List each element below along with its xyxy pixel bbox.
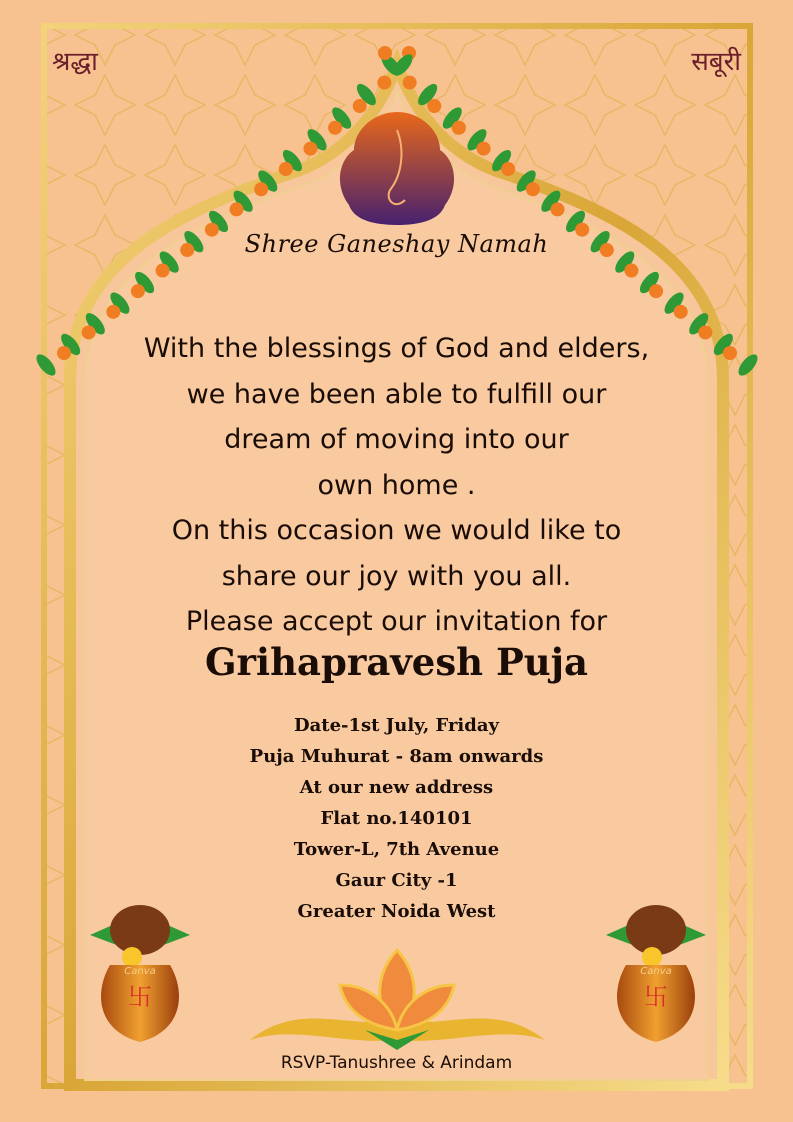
message-line: Please accept our invitation for — [185, 606, 608, 637]
marigold-icon — [377, 76, 391, 90]
message-line: we have been able to fulfill our — [186, 378, 607, 410]
marigold-icon — [279, 162, 293, 176]
message-line: dream of moving into our — [224, 424, 569, 455]
message-line: On this occasion we would like to — [171, 515, 622, 546]
marigold-icon — [477, 142, 491, 156]
marigold-icon — [674, 305, 688, 319]
marigold-icon — [156, 264, 170, 278]
marigold-icon — [353, 99, 367, 113]
detail-date: Date-1st July, Friday — [294, 715, 499, 736]
detail-muhurat: Puja Muhurat - 8am onwards — [249, 746, 544, 767]
detail-tower: Tower-L, 7th Avenue — [293, 839, 500, 860]
invocation-text: Shree Ganeshay Namah — [244, 230, 549, 258]
blessing-message — [0, 326, 793, 645]
marigold-icon — [254, 182, 268, 196]
watermark-right: Canva — [640, 966, 672, 977]
detail-city: Gaur City -1 — [335, 870, 458, 891]
event-title: Grihapravesh Puja — [204, 640, 589, 684]
marigold-icon — [551, 202, 565, 216]
marigold-icon — [230, 202, 244, 216]
message-line: With the blessings of God and elders, — [143, 333, 650, 364]
marigold-icon — [452, 121, 466, 135]
marigold-icon — [303, 142, 317, 156]
marigold-icon — [378, 46, 392, 60]
marigold-icon — [131, 284, 145, 298]
marigold-icon — [501, 162, 515, 176]
corner-text-shraddha: श्रद्धा — [52, 47, 98, 77]
marigold-icon — [106, 305, 120, 319]
corner-text-saburi: सबूरी — [691, 47, 741, 77]
rsvp-text: RSVP-Tanushree & Arindam — [280, 1053, 513, 1073]
message-line: own home . — [317, 469, 476, 501]
marigold-icon — [328, 121, 342, 135]
marigold-icon — [624, 264, 638, 278]
event-details — [0, 710, 793, 927]
message-line: share our joy with you all. — [221, 560, 572, 592]
detail-region: Greater Noida West — [297, 901, 496, 922]
marigold-icon — [403, 76, 417, 90]
svg-text:卐: 卐 — [644, 983, 668, 1011]
marigold-icon — [649, 284, 663, 298]
marigold-icon — [526, 182, 540, 196]
detail-flat: Flat no.140101 — [320, 808, 473, 829]
detail-address-label: At our new address — [299, 777, 494, 798]
marigold-icon — [427, 99, 441, 113]
svg-text:卐: 卐 — [128, 983, 152, 1011]
watermark-left: Canva — [124, 966, 156, 977]
